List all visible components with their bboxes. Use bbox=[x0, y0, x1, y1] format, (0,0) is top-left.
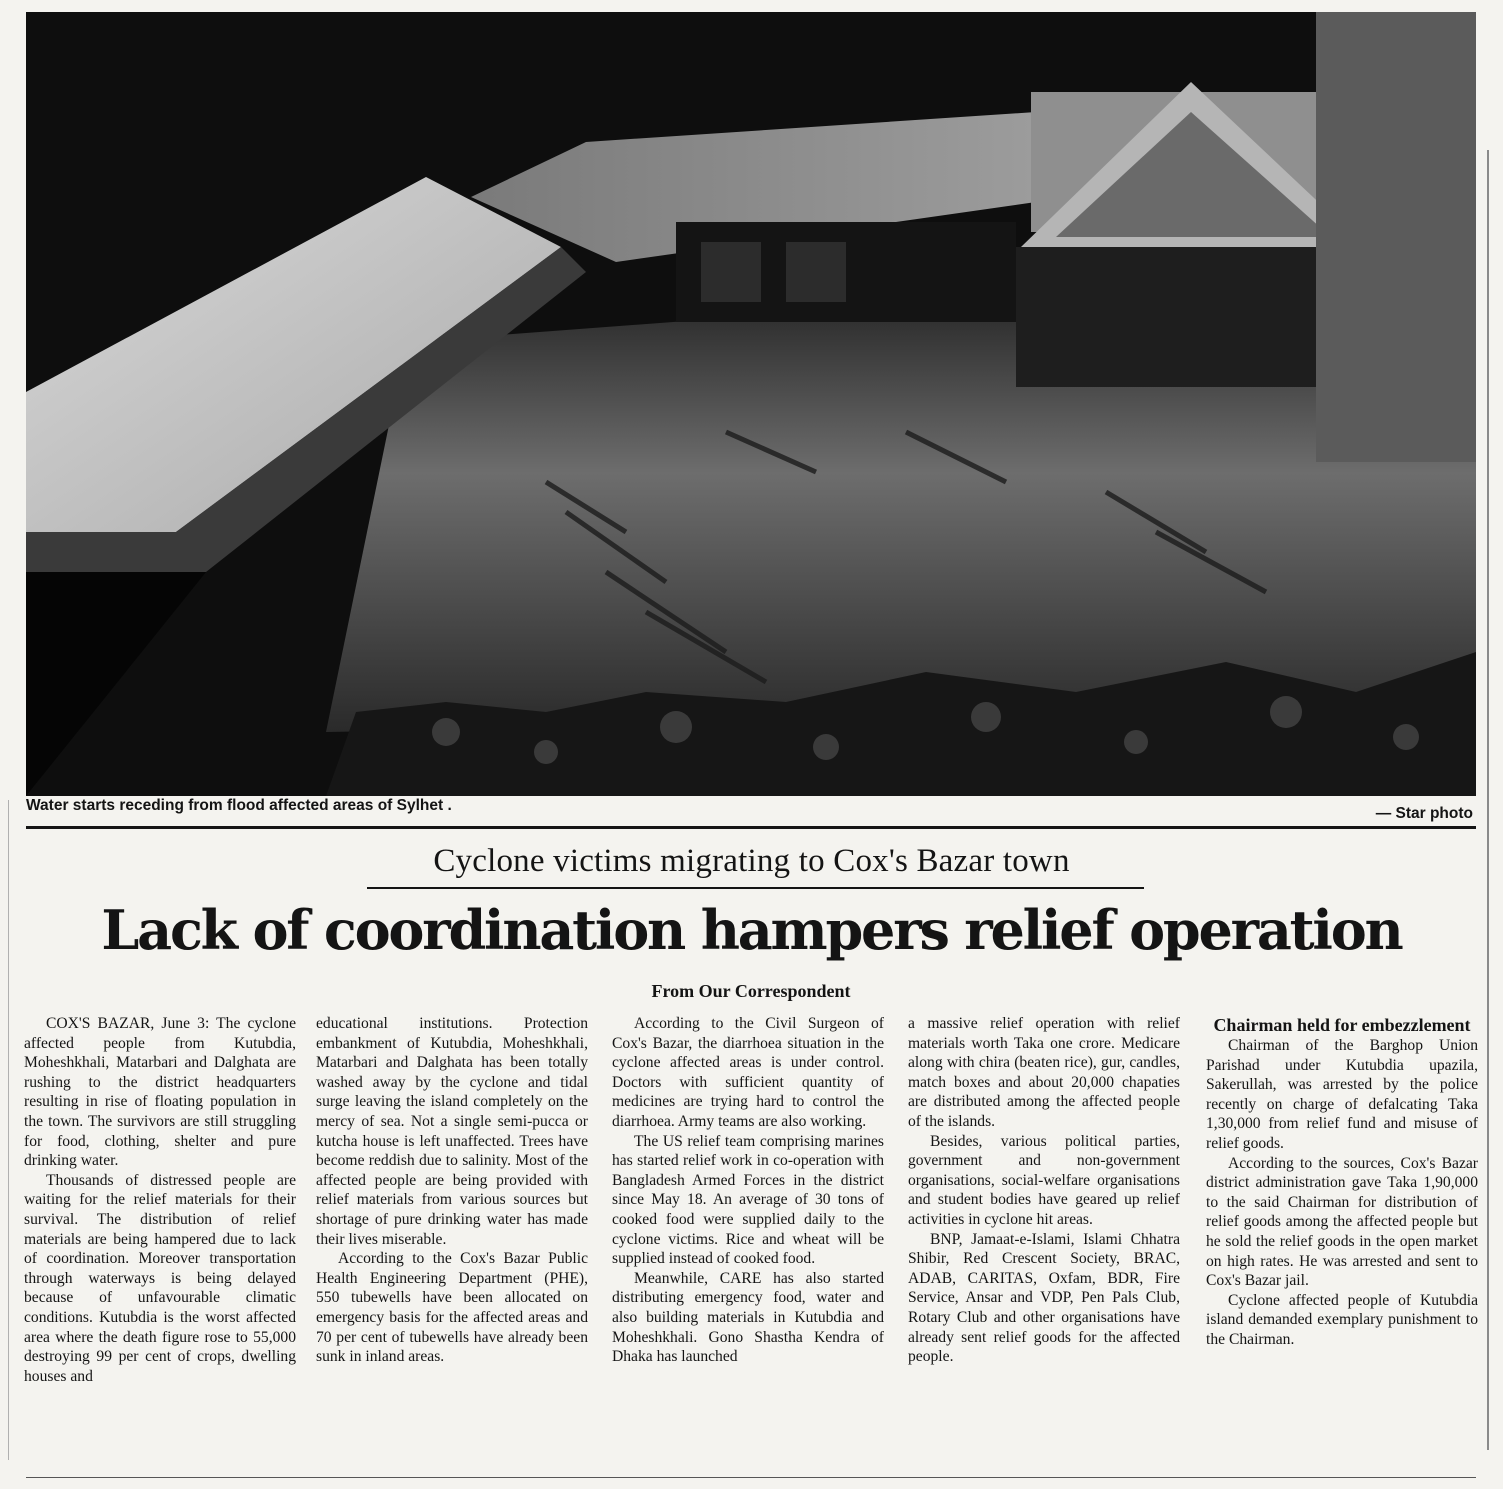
article-paragraph: Cyclone affected people of Kutubdia island demanded exemplary punishment to the Chairman. bbox=[1206, 1291, 1478, 1348]
article-paragraph: Meanwhile, CARE has also started distributing emergency food, water and also building materials in Kutubdia and Moheshkhali. Gono Shastha Kendra of Dhaka has launched bbox=[612, 1269, 884, 1366]
paragraph-text: The cyclone affected people from Kutubdia, Moheshkhali, Matarbari and Dalghata are rushing to the district headquarters resulting in rise of floating population in the town. The survivors are still struggling for food, clothing, shelter and pure drinking water. bbox=[24, 1015, 297, 1170]
kicker-underline bbox=[367, 887, 1144, 889]
dateline: COX'S BAZAR, June 3: bbox=[46, 1015, 210, 1032]
photo-caption: Water starts receding from flood affected areas of Sylhet . bbox=[26, 797, 452, 814]
flooded-houses-image bbox=[26, 12, 1476, 796]
article-column-2 bbox=[316, 1014, 588, 1367]
article-column-1 bbox=[24, 1014, 296, 1386]
article-paragraph bbox=[24, 1014, 296, 1171]
article-column-5 bbox=[1206, 1014, 1478, 1350]
article-paragraph: BNP, Jamaat-e-Islami, Islami Chhatra Shibir, Red Crescent Society, BRAC, ADAB, CARITAS, Oxfam, BDR, Fire Service, Ansar and VDP, Pen Pals Club, Rotary Club and other organisations have already sent relief goods for the affected people. bbox=[908, 1230, 1180, 1366]
article-column-3 bbox=[612, 1014, 884, 1367]
bottom-divider bbox=[26, 1477, 1476, 1478]
article-paragraph: Chairman of the Barghop Union Parishad under Kutubdia upazila, Sakerullah, was arrested by the police recently on charge of defalcating Taka 1,30,000 from relief fund and misuse of relief goods. bbox=[1206, 1037, 1478, 1152]
article-paragraph: Thousands of distressed people are waiting for the relief materials for their survival. The distribution of relief materials are being hampered due to lack of coordination. Moreover transportation through waterways is being delayed because of unfavourable climatic conditions. Kutubdia is the worst affected area where the death figure rose to 55,000 destroying 99 per cent of crops, dwelling houses and bbox=[24, 1171, 296, 1385]
article-paragraph: a massive relief operation with relief materials worth Taka one crore. Medicare along with chira (beaten rice), gur, candles, match boxes and about 20,000 chapaties are distributed among the affected people of the islands. bbox=[908, 1015, 1180, 1130]
flood-photo bbox=[26, 12, 1476, 796]
article-paragraph: According to the Civil Surgeon of Cox's Bazar, the diarrhoea situation in the cyclone affected areas is under control. Doctors with sufficient quantity of medicines are trying hard to control the diarrhoea. Army teams are also working. bbox=[612, 1015, 884, 1130]
article-column-4 bbox=[908, 1014, 1180, 1367]
kicker-headline: Cyclone victims migrating to Cox's Bazar town bbox=[433, 843, 1070, 879]
article-paragraph: The US relief team comprising marines has started relief work in co-operation with Bangladesh Armed Forces in the district since May 18. An average of 30 tons of cooked food were supplied daily to the cyclone victims. Rice and wheat will be supplied instead of cooked food. bbox=[612, 1132, 884, 1268]
photo-credit: — Star photo bbox=[1375, 805, 1473, 822]
article-paragraph: According to the Cox's Bazar Public Health Engineering Department (PHE), 550 tubewells have been allocated on emergency basis for the affected areas and 70 per cent of tubewells have already been sunk in inland areas. bbox=[316, 1250, 588, 1366]
article-paragraph: According to the sources, Cox's Bazar district administration gave Taka 1,90,000 to the said Chairman for distribution of relief goods among the affected people but he sold the relief goods in the open market on high rates. He was arrested and sent to Cox's Bazar jail. bbox=[1206, 1154, 1478, 1290]
article-paragraph: educational institutions. Protection embankment of Kutubdia, Moheshkhali, Matarbari and Dalghata has been totally washed away by the cyclone and tidal surge leaving the island completely on the mercy of sea. Not a single semi-pucca or kutcha house is left unaffected. Trees have become reddish due to salinity. Most of the affected people are being provided with relief materials from various sources but shortage of pure drinking water has made their lives miserable. bbox=[316, 1015, 588, 1248]
byline: From Our Correspondent bbox=[651, 981, 851, 1001]
section-divider bbox=[26, 826, 1476, 829]
article-paragraph: Besides, various political parties, government and non-government organisations, social-welfare organisations and student bodies have geared up relief activities in cyclone hit areas. bbox=[908, 1132, 1180, 1228]
sidebar-subhead: Chairman held for embezzlement bbox=[1213, 1015, 1471, 1035]
main-headline: Lack of coordination hampers relief operation bbox=[101, 898, 1402, 962]
column-border-right bbox=[1487, 150, 1489, 1450]
